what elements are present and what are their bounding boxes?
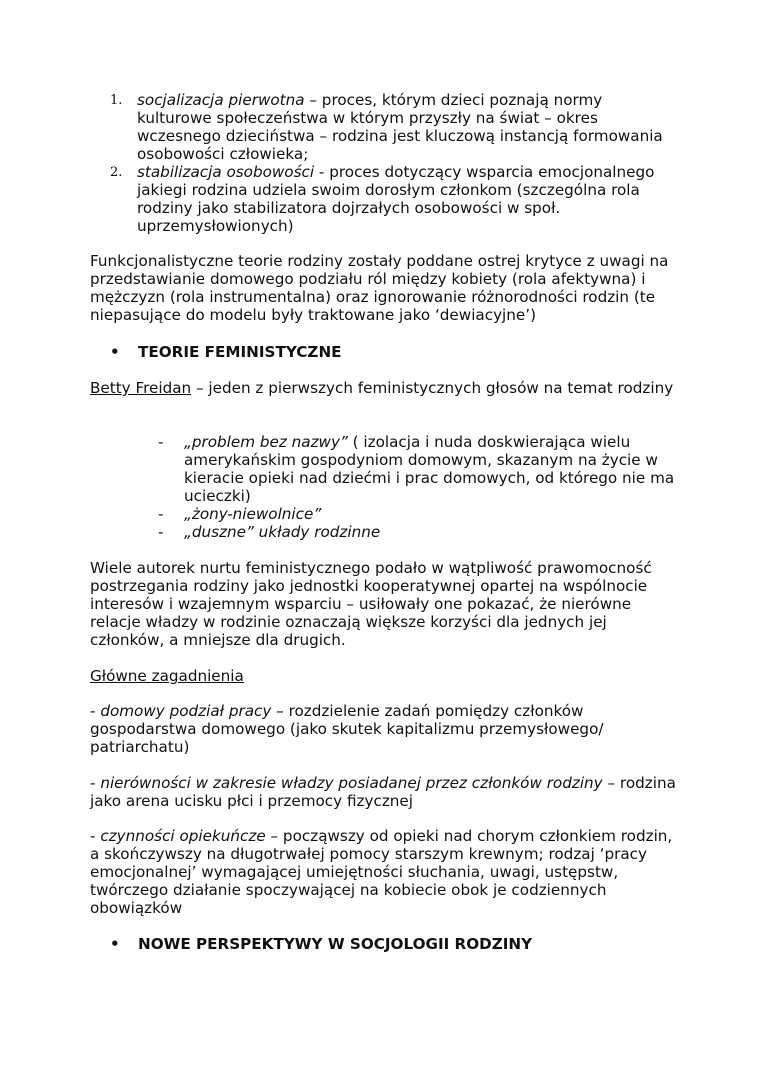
list-item xyxy=(158,433,678,505)
heading-text: TEORIE FEMINISTYCZNE xyxy=(138,343,342,361)
list-term: stabilizacja osobowości xyxy=(137,163,315,181)
list-term: „duszne” układy rodzinne xyxy=(184,523,381,541)
bullet-icon: • xyxy=(110,343,120,361)
issue-item xyxy=(90,827,680,917)
paragraph-freidan xyxy=(90,379,680,397)
issue-term: nierówności w zakresie władzy posiadanej przez członków rodziny xyxy=(100,774,603,792)
dash-icon: - xyxy=(158,523,164,541)
main-issues-title-text: Główne zagadnienia xyxy=(90,667,244,685)
bullet-icon: • xyxy=(110,935,120,953)
list-item xyxy=(110,163,670,235)
list-text: – proces, którym dzieci poznają normy kulturowe społeczeństwa w którym przyszły na świat – okres wczesnego dzieciństwa – rodzina jest kluczową instancją formowania osobowości człowieka; xyxy=(137,91,663,163)
heading-new-perspectives xyxy=(110,935,532,953)
functions-numbered-list xyxy=(110,91,670,235)
main-issues-title xyxy=(90,667,680,685)
list-term: „problem bez nazwy” xyxy=(184,433,348,451)
issue-term: czynności opiekuńcze xyxy=(100,827,266,845)
list-term: socjalizacja pierwotna xyxy=(137,91,305,109)
issue-prefix: - xyxy=(90,702,101,720)
list-item xyxy=(110,91,670,163)
issue-text: – rozdzielenie zadań pomiędzy członków gospodarstwa domowego (jako skutek kapitalizmu przemysłowego/ patriarchatu) xyxy=(90,702,604,756)
list-text: - proces dotyczący wsparcia emocjonalnego jakiegi rodzina udziela swoim dorosłym członkom (szczególna rola rodziny jako stabilizatora dojrzałych osobowości w społ. uprzemysłowionych) xyxy=(137,163,655,235)
heading-feminist-theories xyxy=(110,343,342,361)
dash-icon: - xyxy=(158,505,164,523)
paragraph-functionalism-critique: Funkcjonalistyczne teorie rodziny zostały poddane ostrej krytyce z uwagi na przedstawianie domowego podziału ról między kobiety (rola afektywna) i mężczyzn (rola instrumentalna) oraz ignorowanie różnorodności rodzin (te niepasujące do modelu były traktowane jako ‘dewiacyjne’) xyxy=(90,252,669,324)
list-number: 2. xyxy=(110,165,123,180)
issue-item xyxy=(90,774,680,810)
dash-icon: - xyxy=(158,433,164,451)
issue-term: domowy podział pracy xyxy=(100,702,272,720)
author-name: Betty Freidan xyxy=(90,379,192,397)
issue-item xyxy=(90,702,680,756)
list-item xyxy=(158,505,678,523)
issue-prefix: - xyxy=(90,827,101,845)
issue-text: – rodzina jako arena ucisku płci i przemocy fizycznej xyxy=(90,774,676,810)
list-item xyxy=(158,523,678,541)
list-text: ( izolacja i nuda doskwierająca wielu amerykańskim gospodyniom domowym, skazanym na życie w kieracie opieki nad dziećmi i prac domowych, od którego nie ma ucieczki) xyxy=(184,433,675,505)
freidan-dash-list xyxy=(158,433,678,541)
list-number: 1. xyxy=(110,93,123,108)
paragraph-many-authors: Wiele autorek nurtu feministycznego podało w wątpliwość prawomocność postrzegania rodziny jako jednostki kooperatywnej opartej na wspólnocie interesów i wzajemnym wsparciu – usiłowały one pokazać, że nierówne relacje władzy w rodzinie oznaczają większe korzyści dla jednych jej członków, a mniejsze dla drugich. xyxy=(90,559,652,649)
list-term: „żony-niewolnice” xyxy=(184,505,322,523)
issue-prefix: - xyxy=(90,774,101,792)
issue-text: – począwszy od opieki nad chorym członkiem rodzin, a skończywszy na długotrwałej pomocy starszym krewnym; rodzaj ‘pracy emocjonalnej’ wymagającej umiejętności słuchania, uwagi, ustępstw, twórczego działanie spoczywającej na kobiecie obok je codziennych obowiązków xyxy=(90,827,673,917)
freidan-text: – jeden z pierwszych feministycznych głosów na temat rodziny xyxy=(191,379,674,397)
heading-text: NOWE PERSPEKTYWY W SOCJOLOGII RODZINY xyxy=(138,935,533,953)
